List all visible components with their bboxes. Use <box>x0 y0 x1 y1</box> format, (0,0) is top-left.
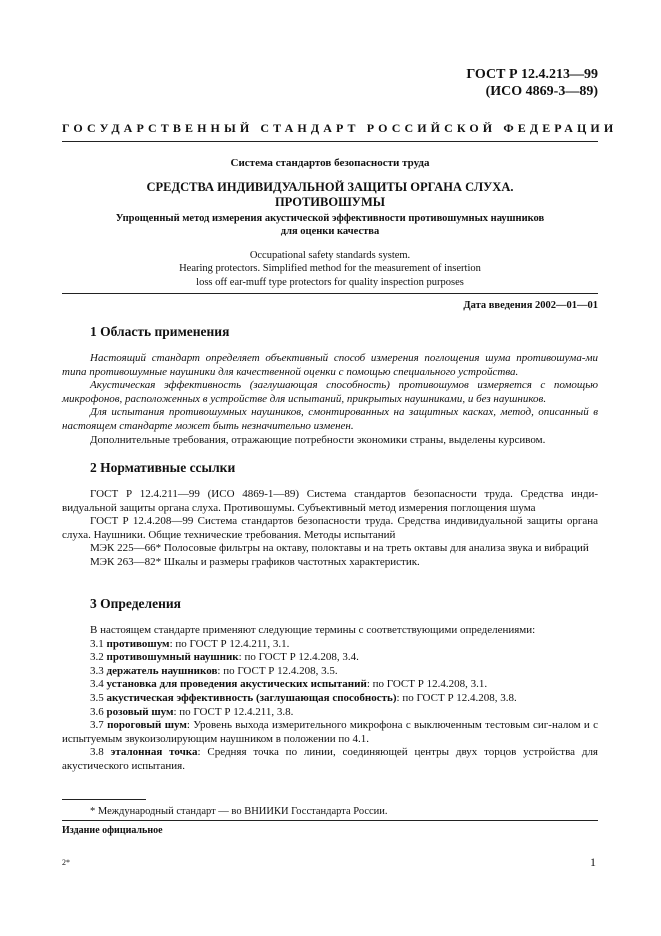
english-title-line: loss off ear-muff type protectors for quality inspection purposes <box>196 276 464 288</box>
subtitle-line: для оценки качества <box>280 226 380 237</box>
series-title: Система стандартов безопасности труда <box>230 157 430 169</box>
definition-term: пороговый шум <box>107 719 187 732</box>
edition-label: Издание официальное <box>62 825 163 836</box>
document-title <box>62 180 598 210</box>
definition-text: : Уровень выхода измерительного микрофона с выключенным тестовым сиг-налом и с испытуемым звукоизолирующим наушником в положении по 4.1. <box>62 719 599 745</box>
reference-item: ГОСТ Р 12.4.208—99 Система стандартов безопасности труда. Средства индивидуальной защиты органа слуха. Наушники. Общие технические требования. Методы испытаний <box>62 515 598 541</box>
section-heading-scope: 1 Область применения <box>90 324 230 339</box>
paragraph: Настоящий стандарт определяет объективный способ измерения поглощения шума противошума-ми типа противошумные наушники для качественной оценки с помощью специального устройства. <box>62 352 598 378</box>
section-heading-definitions: 3 Определения <box>90 596 181 611</box>
english-title <box>62 249 598 289</box>
definition-item <box>62 665 598 679</box>
definitions-intro: В настоящем стандарте применяют следующие термины с соответствующими определениями: <box>90 624 536 636</box>
definition-item <box>62 706 598 720</box>
definition-number: 3.3 <box>90 664 104 677</box>
title-line: ПРОТИВОШУМЫ <box>274 195 386 209</box>
section-definitions-body <box>62 624 598 774</box>
definition-term: противошумный наушник <box>106 651 239 664</box>
document-subtitle <box>62 212 598 238</box>
definition-text: : по ГОСТ Р 12.4.211, 3.1. <box>169 637 290 650</box>
footnote-rule <box>62 799 146 800</box>
paragraph: Для испытания противошумных наушников, смонтированных на защитных касках, метод, описанный в настоящем стандарте может быть незначительно изменен. <box>62 406 598 432</box>
definition-number: 3.2 <box>90 651 104 664</box>
definition-text: : по ГОСТ Р 12.4.208, 3.4. <box>238 651 359 664</box>
definition-text: : по ГОСТ Р 12.4.208, 3.1. <box>366 678 488 691</box>
definition-number: 3.7 <box>90 719 104 732</box>
title-line: СРЕДСТВА ИНДИВИДУАЛЬНОЙ ЗАЩИТЫ ОРГАНА СЛУХА. <box>146 180 514 194</box>
header-rule <box>62 141 598 142</box>
definition-number: 3.5 <box>90 691 104 704</box>
definition-term: держатель наушников <box>106 664 218 677</box>
definition-number: 3.6 <box>90 705 104 718</box>
footer-rule <box>62 820 598 821</box>
definition-text: : по ГОСТ Р 12.4.208, 3.8. <box>396 691 517 704</box>
section-scope-body <box>62 352 598 447</box>
iso-code: (ИСО 4869-3—89) <box>485 84 598 99</box>
definition-term: эталонная точка <box>110 746 198 759</box>
reference-item: ГОСТ Р 12.4.211—99 (ИСО 4869-1—89) Система стандартов безопасности труда. Средства инди-видуальной защиты органа слуха. Противошумы. Субъективный метод измерения поглощения шума <box>62 488 598 514</box>
definition-number: 3.1 <box>90 637 104 650</box>
page-number: 1 <box>590 855 596 869</box>
definition-text: : по ГОСТ Р 12.4.208, 3.5. <box>217 664 338 677</box>
definition-term: розовый шум <box>106 705 174 718</box>
title-rule <box>62 293 598 294</box>
definition-text: : Средняя точка по линии, соединяющей центры двух торцов устройства для акустического испытания. <box>62 746 598 772</box>
reference-item: МЭК 225—66* Полосовые фильтры на октаву, полоктавы и на треть октавы для анализа звука и вибраций <box>90 542 589 555</box>
english-title-line: Occupational safety standards system. <box>249 250 411 261</box>
english-title-line: Hearing protectors. Simplified method for the measurement of insertion <box>179 263 481 275</box>
definition-number: 3.8 <box>90 746 104 759</box>
paragraph: Акустическая эффективность (заглушающая способность) противошумов измеряется с помощью микрофонов, расположенных в устройстве для испытаний, прикрытых наушниками, и без наушников. <box>62 379 598 405</box>
effective-date: Дата введения 2002—01—01 <box>463 300 598 311</box>
definition-term: противошум <box>106 637 170 650</box>
section-references-body <box>62 488 598 570</box>
definition-term: установка для проведения акустических испытаний <box>106 678 367 691</box>
definition-item <box>62 638 598 652</box>
standard-type-heading: ГОСУДАРСТВЕННЫЙ СТАНДАРТ РОССИЙСКОЙ ФЕДЕРАЦИИ <box>62 121 618 135</box>
sheet-mark: 2* <box>62 858 70 867</box>
definition-item <box>62 651 598 665</box>
definition-text: : по ГОСТ Р 12.4.211, 3.8. <box>173 705 294 718</box>
reference-item: МЭК 263—82* Шкалы и размеры графиков частотных характеристик. <box>90 555 420 568</box>
definition-item <box>62 678 598 692</box>
paragraph: Дополнительные требования, отражающие потребности экономики страны, выделены курсивом. <box>90 433 546 446</box>
subtitle-line: Упрощенный метод измерения акустической эффективности противошумных наушников <box>115 213 545 224</box>
section-heading-references: 2 Нормативные ссылки <box>90 460 236 475</box>
definition-term: акустическая эффективность (заглушающая способность) <box>106 691 397 704</box>
definition-number: 3.4 <box>90 678 104 691</box>
definition-item <box>62 692 598 706</box>
standard-designation <box>466 66 598 100</box>
definition-item <box>62 746 598 773</box>
standard-code: ГОСТ Р 12.4.213—99 <box>466 67 598 82</box>
definition-item <box>62 719 598 746</box>
footnote: * Международный стандарт — во ВНИИКИ Госстандарта России. <box>90 806 388 817</box>
